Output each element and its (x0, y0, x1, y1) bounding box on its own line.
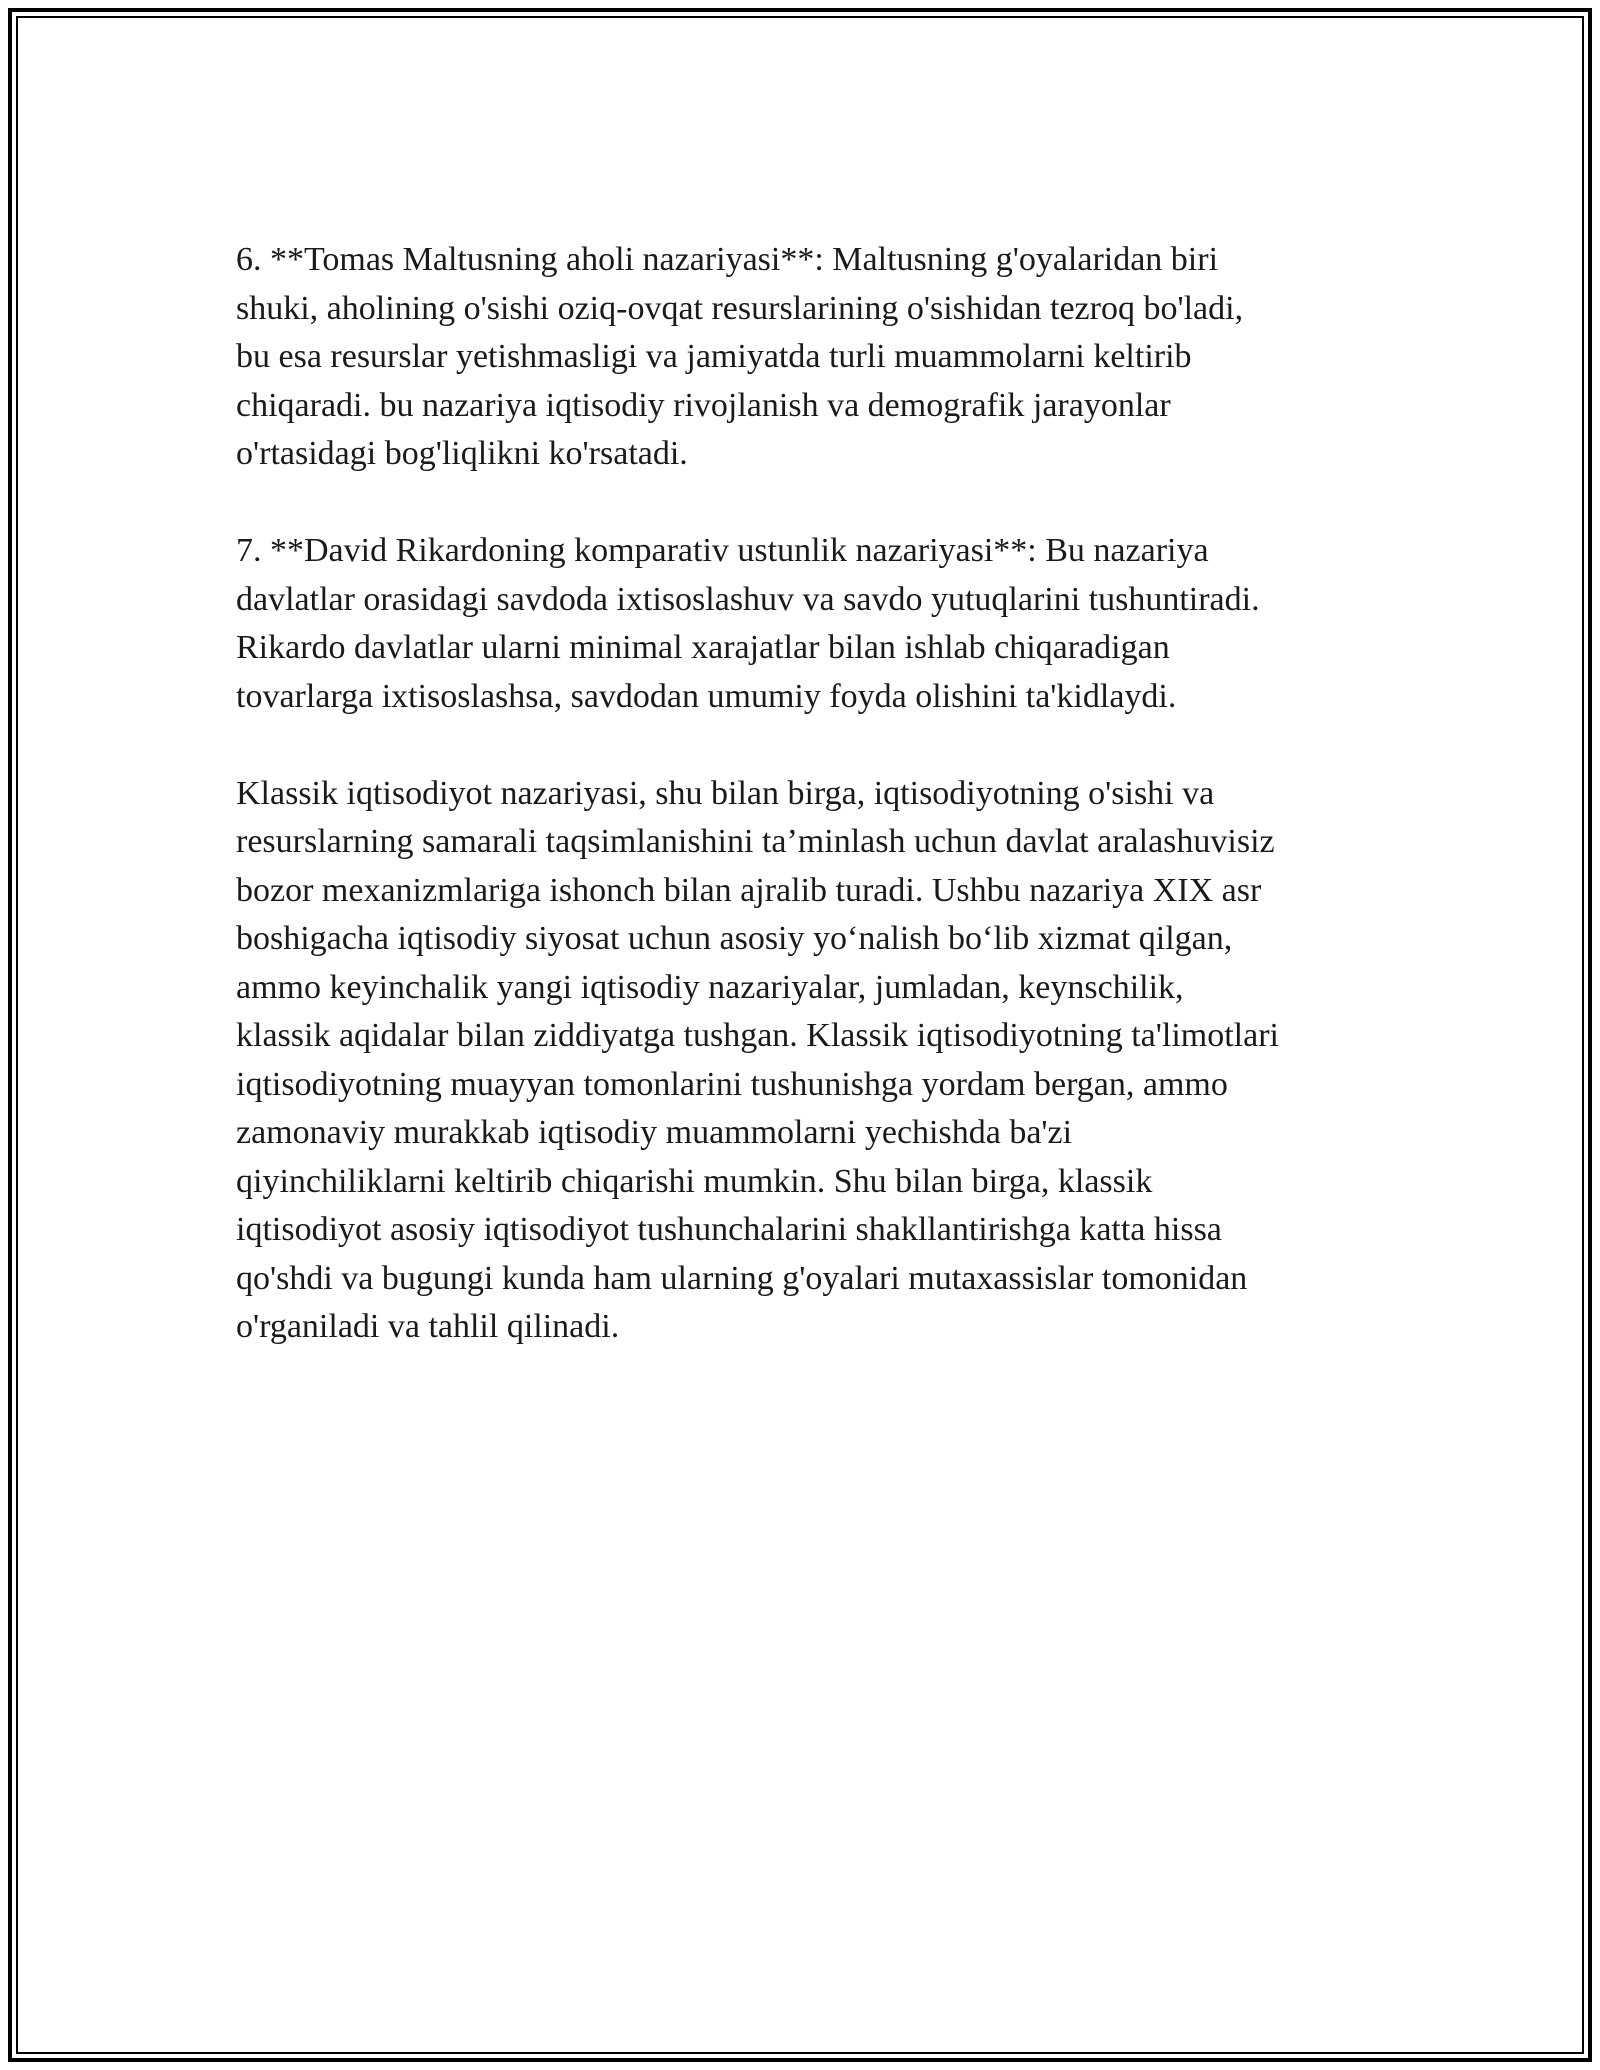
text-line: qo'shdi va bugungi kunda ham ularning g'oyalari mutaxassislar tomonidan (236, 1259, 1248, 1297)
text-line: o'rtasidagi bog'liqlikni ko'rsatadi. (236, 435, 688, 472)
text-line: zamonaviy murakkab iqtisodiy muammolarni yechishda ba'zi (236, 1114, 1073, 1151)
text-line: resurslarning samarali taqsimlanishini ta’minlash uchun davlat aralashuvisiz (236, 823, 1275, 860)
text-line: klassik aqidalar bilan ziddiyatga tushgan. Klassik iqtisodiyotning ta'limotlari (236, 1017, 1279, 1054)
paragraph-conclusion (236, 770, 1376, 1352)
text-line: bozor mexanizmlariga ishonch bilan ajralib turadi. Ushbu nazariya XIX asr (236, 871, 1262, 909)
text-line: Rikardo davlatlar ularni minimal xarajatlar bilan ishlab chiqaradigan (236, 629, 1170, 666)
text-line: ammo keyinchalik yangi iqtisodiy nazariyalar, jumladan, keynschilik, (236, 968, 1184, 1006)
document-body (236, 236, 1376, 1400)
text-line: boshigacha iqtisodiy siyosat uchun asosiy yo‘nalish bo‘lib xizmat qilgan, (236, 920, 1233, 957)
text-line: iqtisodiyotning muayyan tomonlarini tushunishga yordam bergan, ammo (236, 1065, 1228, 1103)
text-line: 7. **David Rikardoning komparativ ustunlik nazariyasi**: Bu nazariya (236, 532, 1209, 569)
paragraph-malthus (236, 236, 1376, 479)
text-line: shuki, aholining o'sishi oziq-ovqat resurslarining o'sishidan tezroq bo'ladi, (236, 289, 1244, 327)
text-line: 6. **Tomas Maltusning aholi nazariyasi**: Maltusning g'oyalaridan biri (236, 241, 1219, 278)
text-line: davlatlar orasidagi savdoda ixtisoslashuv va savdo yutuqlarini tushuntiradi. (236, 580, 1260, 618)
text-line: Klassik iqtisodiyot nazariyasi, shu bilan birga, iqtisodiyotning o'sishi va (236, 774, 1215, 812)
text-line: qiyinchiliklarni keltirib chiqarishi mumkin. Shu bilan birga, klassik (236, 1162, 1153, 1200)
paragraph-ricardo (236, 527, 1376, 721)
text-line: iqtisodiyot asosiy iqtisodiyot tushunchalarini shakllantirishga katta hissa (236, 1211, 1222, 1248)
text-line: tovarlarga ixtisoslashsa, savdodan umumiy foyda olishini ta'kidlaydi. (236, 677, 1177, 715)
text-line: o'rganiladi va tahlil qilinadi. (236, 1308, 620, 1345)
text-line: chiqaradi. bu nazariya iqtisodiy rivojlanish va demografik jarayonlar (236, 386, 1171, 424)
text-line: bu esa resurslar yetishmasligi va jamiyatda turli muammolarni keltirib (236, 338, 1192, 375)
